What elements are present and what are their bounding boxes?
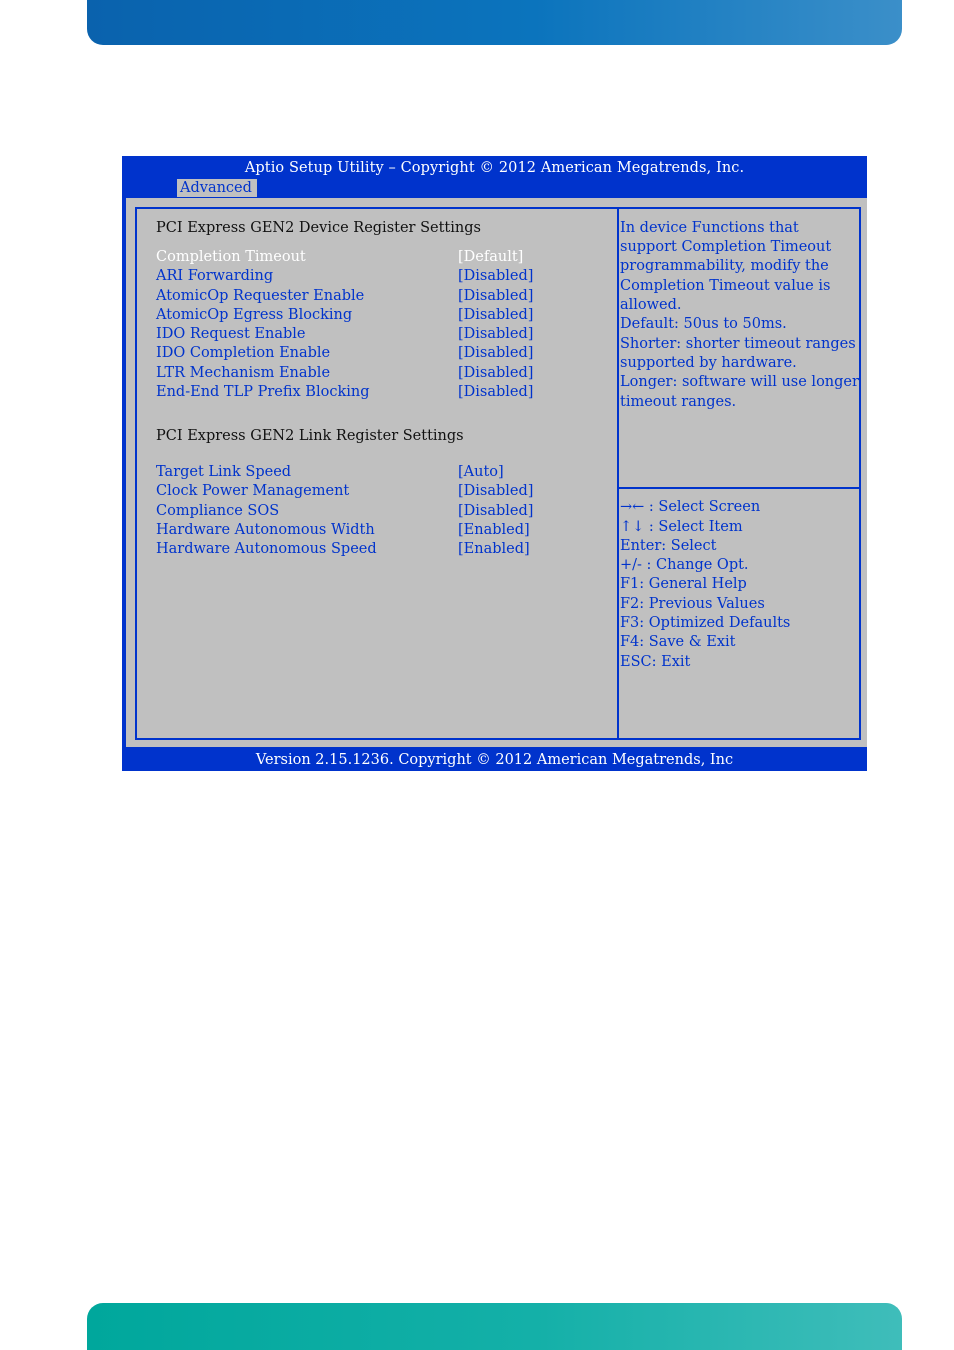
section-title-link: PCI Express GEN2 Link Register Settings	[156, 428, 464, 444]
help-line-9: Longer: software will use longer	[620, 374, 859, 390]
key-enter-select: Enter: Select	[620, 538, 717, 554]
page-header-band	[87, 0, 902, 45]
option-hardware-autonomous-width[interactable]: Hardware Autonomous Width	[156, 522, 375, 538]
help-divider	[619, 487, 859, 489]
option-ltr-mechanism-enable[interactable]: LTR Mechanism Enable	[156, 365, 331, 381]
key-select-item: ↑↓ : Select Item	[620, 519, 743, 535]
help-line-5: allowed.	[620, 297, 682, 313]
option-ido-request-enable[interactable]: IDO Request Enable	[156, 326, 306, 342]
value-atomicop-egress-blocking[interactable]: [Disabled]	[458, 307, 534, 323]
option-atomicop-requester-enable[interactable]: AtomicOp Requester Enable	[156, 288, 365, 304]
section-title-device: PCI Express GEN2 Device Register Settings	[156, 220, 481, 236]
value-ari-forwarding[interactable]: [Disabled]	[458, 268, 534, 284]
option-compliance-sos[interactable]: Compliance SOS	[156, 503, 280, 519]
value-hardware-autonomous-width[interactable]: [Enabled]	[458, 522, 530, 538]
option-ido-completion-enable[interactable]: IDO Completion Enable	[156, 345, 331, 361]
value-atomicop-requester-enable[interactable]: [Disabled]	[458, 288, 534, 304]
key-general-help: F1: General Help	[620, 576, 747, 592]
bios-title: Aptio Setup Utility – Copyright © 2012 American Megatrends, Inc.	[244, 160, 745, 176]
help-line-1: In device Functions that	[620, 220, 799, 236]
help-line-3: programmability, modify the	[620, 258, 829, 274]
page-footer-band	[87, 1303, 902, 1350]
key-change-opt: +/- : Change Opt.	[620, 557, 749, 573]
option-ari-forwarding[interactable]: ARI Forwarding	[156, 268, 274, 284]
value-compliance-sos[interactable]: [Disabled]	[458, 503, 534, 519]
key-esc-exit: ESC: Exit	[620, 654, 691, 670]
value-target-link-speed[interactable]: [Auto]	[458, 464, 504, 480]
help-line-4: Completion Timeout value is	[620, 278, 831, 294]
value-completion-timeout[interactable]: [Default]	[458, 249, 524, 265]
value-clock-power-management[interactable]: [Disabled]	[458, 483, 534, 499]
tab-advanced[interactable]: Advanced	[177, 179, 257, 197]
value-ido-completion-enable[interactable]: [Disabled]	[458, 345, 534, 361]
key-previous-values: F2: Previous Values	[620, 596, 765, 612]
option-completion-timeout[interactable]: Completion Timeout	[156, 249, 306, 265]
option-hardware-autonomous-speed[interactable]: Hardware Autonomous Speed	[156, 541, 377, 557]
value-hardware-autonomous-speed[interactable]: [Enabled]	[458, 541, 530, 557]
help-line-2: support Completion Timeout	[620, 239, 832, 255]
value-ltr-mechanism-enable[interactable]: [Disabled]	[458, 365, 534, 381]
value-end-end-tlp-prefix-blocking[interactable]: [Disabled]	[458, 384, 534, 400]
help-line-10: timeout ranges.	[620, 394, 737, 410]
option-atomicop-egress-blocking[interactable]: AtomicOp Egress Blocking	[156, 307, 353, 323]
help-line-7: Shorter: shorter timeout ranges	[620, 336, 856, 352]
key-save-exit: F4: Save & Exit	[620, 634, 736, 650]
value-ido-request-enable[interactable]: [Disabled]	[458, 326, 534, 342]
bios-setup-window	[122, 156, 867, 771]
bios-body	[126, 198, 867, 747]
panel-divider	[617, 209, 619, 738]
key-select-screen: →← : Select Screen	[620, 499, 761, 515]
help-line-6: Default: 50us to 50ms.	[620, 316, 787, 332]
option-end-end-tlp-prefix-blocking[interactable]: End-End TLP Prefix Blocking	[156, 384, 370, 400]
content-frame	[135, 207, 861, 740]
help-line-8: supported by hardware.	[620, 355, 797, 371]
option-target-link-speed[interactable]: Target Link Speed	[156, 464, 292, 480]
option-clock-power-management[interactable]: Clock Power Management	[156, 483, 350, 499]
bios-footer: Version 2.15.1236. Copyright © 2012 American Megatrends, Inc	[255, 752, 734, 768]
key-optimized-defaults: F3: Optimized Defaults	[620, 615, 791, 631]
